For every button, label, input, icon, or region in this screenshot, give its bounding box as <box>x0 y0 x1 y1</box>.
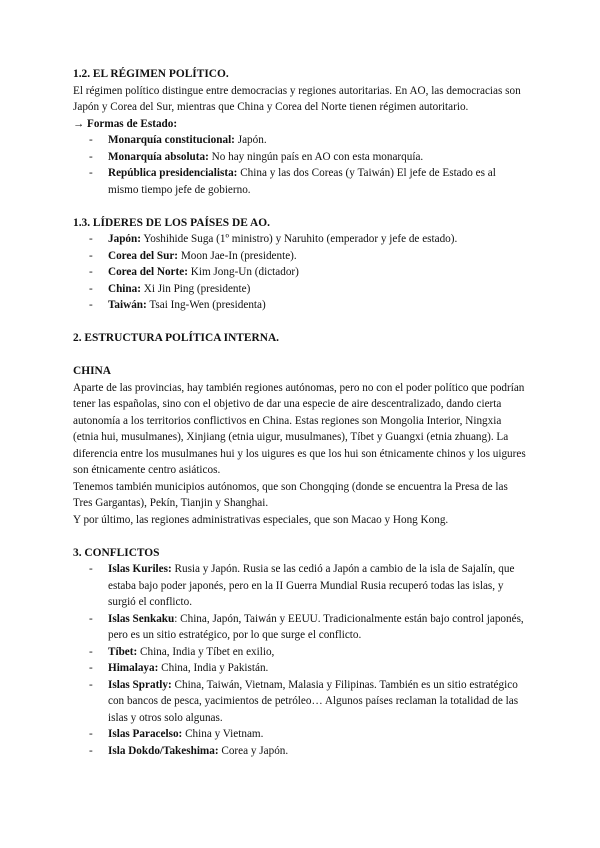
list-item-text: Moon Jae-In (presidente). <box>178 249 297 262</box>
list-item-text: Kim Jong-Un (dictador) <box>187 266 299 278</box>
bullet-dash: - <box>89 266 93 278</box>
list-item-term: Monarquía absoluta: <box>108 150 209 163</box>
list-item-term: Islas Senkaku <box>108 612 175 625</box>
list-item-text: Xi Jin Ping (presidente) <box>140 282 251 295</box>
list-item-term: Islas Paracelso: <box>108 728 183 740</box>
list-item-text: Rusia y Japón. Rusia se las cedió a Japón a cambio de la isla de Sajalín, que estaba bajo poder japonés, pero en la II Guerra Mundial Rusia recuperó todas las islas, y surgió el conflicto. <box>108 563 515 608</box>
list-item-text: Tsai Ing-Wen (presidenta) <box>146 299 266 311</box>
list-item-term: Corea del Sur: <box>108 249 179 262</box>
heading-conflictos: 3. CONFLICTOS <box>73 546 160 559</box>
bullet-dash: - <box>89 744 93 757</box>
list-item <box>73 264 528 281</box>
china-paragraph-2: Tenemos también municipios autónomos, que son Chongqing (donde se encuentra la Presa de las Tres Gargantas), Pekín, Tianjin y Shanghai. <box>73 480 508 509</box>
list-item-term: Corea del Norte: <box>108 266 188 278</box>
bullet-dash: - <box>89 167 93 179</box>
bullet-dash: - <box>89 299 93 311</box>
bullet-dash: - <box>89 150 93 163</box>
list-item <box>73 660 528 677</box>
list-item-text: China, India y Pakistán. <box>158 662 269 674</box>
list-item <box>73 611 528 644</box>
spacer <box>73 198 528 215</box>
list-item <box>73 726 528 743</box>
list-item-term: Islas Spratly: <box>108 678 172 691</box>
heading-lideres: 1.3. LÍDERES DE LOS PAÍSES DE AO. <box>73 216 270 229</box>
list-item <box>73 281 528 298</box>
list-item-text: Corea y Japón. <box>218 744 289 757</box>
list-item <box>73 132 528 149</box>
list-item <box>73 677 528 727</box>
list-item-term: Himalaya: <box>108 662 159 674</box>
list-item-term: Taiwán: <box>108 299 147 311</box>
heading-estructura-politica: 2. ESTRUCTURA POLÍTICA INTERNA. <box>73 332 280 344</box>
china-paragraph-1: Aparte de las provincias, hay también regiones autónomas, pero no con el poder político que podrían tener las españolas, sino con el objetivo de dar una especie de aire descentralizado, dando cierta autonomía a los territorios conflictivos en China. Estas regiones son Mongolia Interior, Ningxia (etnia hui, musulmanes), Xinjiang (etnia uigur, musulmanes), Tíbet y Guangxi (etnia zhuang). La diferencia entre los musulmanes hui y los uigures es que los hui son étnicamente chinos y los uigures son étnicamente centro asiáticos. <box>73 381 526 476</box>
list-item <box>73 644 528 661</box>
china-paragraph-3: Y por último, las regiones administrativas especiales, que son Macao y Hong Kong. <box>73 513 449 526</box>
formas-estado-label: → Formas de Estado: <box>73 117 178 130</box>
spacer <box>73 314 528 331</box>
document-page <box>73 66 528 759</box>
list-item-text: : China, Japón, Taiwán y EEUU. Tradicionalmente están bajo control japonés, pero es un sitio estratégico, por lo que surge el conflicto. <box>108 612 524 641</box>
list-item-text: No hay ningún país en AO con esta monarquía. <box>208 150 424 163</box>
formas-estado-list <box>73 132 528 198</box>
bullet-dash: - <box>89 612 93 625</box>
list-item-text: China, India y Tíbet en exilio, <box>137 645 275 658</box>
list-item-text: China, Taiwán, Vietnam, Malasia y Filipinas. También es un sitio estratégico con bancos de pesca, yacimientos de petróleo… Algunos países reclaman la totalidad de las islas y otros solo algunas. <box>108 678 519 724</box>
list-item-text: Yoshihide Suga (1º ministro) y Naruhito (emperador y jefe de estado). <box>140 233 458 245</box>
list-item <box>73 248 528 265</box>
heading-regimen-politico: 1.2. EL RÉGIMEN POLÍTICO. <box>73 68 229 80</box>
list-item-term: Islas Kuriles: <box>108 563 172 575</box>
bullet-dash: - <box>89 249 93 262</box>
list-item <box>73 743 528 760</box>
bullet-dash: - <box>89 134 93 146</box>
list-item <box>73 297 528 314</box>
list-item-term: Japón: <box>108 233 141 245</box>
bullet-dash: - <box>89 728 93 740</box>
list-item-text: China y Vietnam. <box>182 728 264 740</box>
bullet-dash: - <box>89 233 93 245</box>
list-item-term: Monarquía constitucional: <box>108 134 235 146</box>
list-item <box>73 231 528 248</box>
list-item <box>73 149 528 166</box>
bullet-dash: - <box>89 282 93 295</box>
conflictos-list <box>73 561 528 759</box>
list-item-term: China: <box>108 282 141 295</box>
lideres-list <box>73 231 528 314</box>
spacer <box>73 347 528 364</box>
bullet-dash: - <box>89 678 93 691</box>
bullet-dash: - <box>89 662 93 674</box>
list-item-term: Tíbet: <box>108 645 138 658</box>
list-item-term: República presidencialista: <box>108 167 238 179</box>
regimen-intro-paragraph: El régimen político distingue entre democracias y regiones autoritarias. En AO, las democracias son Japón y Corea del Sur, mientras que China y Corea del Norte tienen régimen autoritario. <box>73 84 521 113</box>
spacer <box>73 528 528 545</box>
subheading-china: CHINA <box>73 365 111 377</box>
bullet-dash: - <box>89 563 93 575</box>
list-item-term: Isla Dokdo/Takeshima: <box>108 744 219 757</box>
list-item-text: Japón. <box>234 134 267 146</box>
list-item <box>73 561 528 611</box>
bullet-dash: - <box>89 645 93 658</box>
list-item-text: China y las dos Coreas (y Taiwán) El jefe de Estado es al mismo tiempo jefe de gobierno. <box>108 167 496 196</box>
list-item <box>73 165 528 198</box>
